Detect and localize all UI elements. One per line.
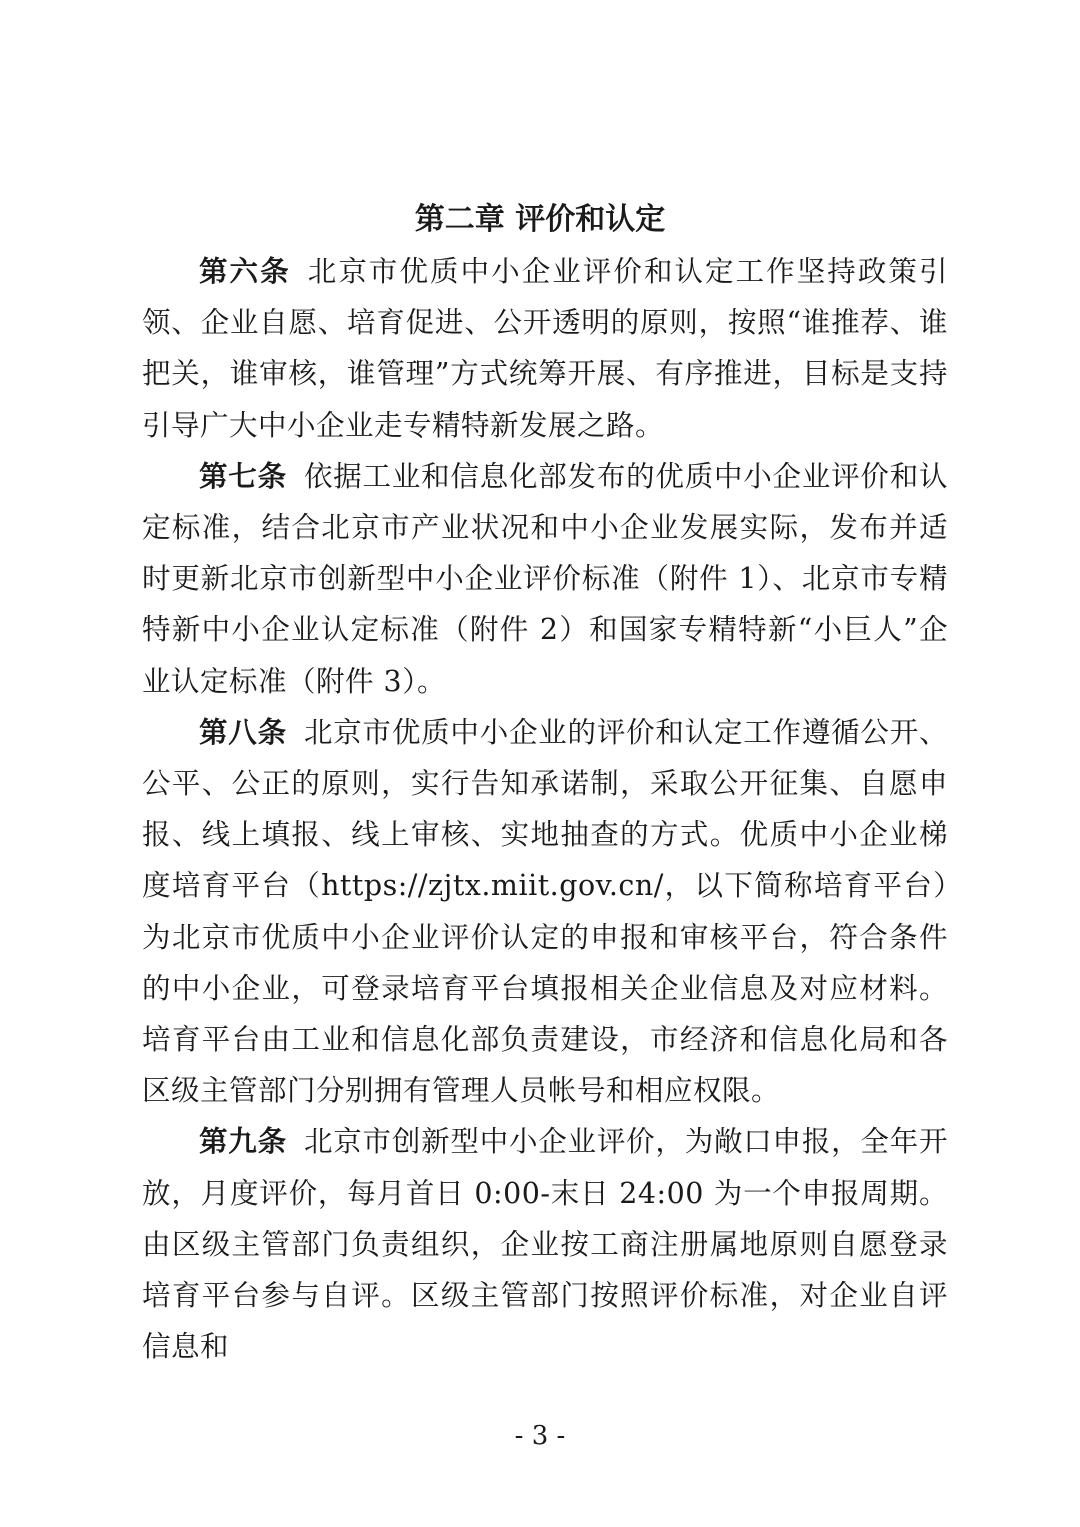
article-number: 第九条 [199, 1125, 287, 1159]
article-9 [142, 1116, 948, 1372]
page-number: - 3 - [514, 1421, 566, 1451]
article-number: 第六条 [199, 255, 291, 288]
article-7 [142, 451, 948, 707]
article-number: 第七条 [199, 459, 287, 493]
article-6 [142, 246, 948, 451]
chapter-title: 第二章 评价和认定 [414, 202, 666, 237]
article-8 [142, 707, 948, 1117]
article-text: 依据工业和信息化部发布的优质中小企业评价和认定标准，结合北京市产业状况和中小企业发展实际，发布并适时更新北京市创新型中小企业评价标准（附件 1）、北京市专精特新中小企业认定标准（附件 2）和国家专精特新“小巨人”企业认定标准（附件 3）。 [142, 459, 948, 698]
article-text: 北京市创新型中小企业评价，为敞口申报，全年开放，月度评价，每月首日 0:00-末日 24:00 为一个申报周期。由区级主管部门负责组织，企业按工商注册属地原则自愿登录培育平台参与自评。区级主管部门按照评价标准，对企业自评信息和 [142, 1125, 948, 1364]
article-text: 北京市优质中小企业评价和认定工作坚持政策引领、企业自愿、培育促进、公开透明的原则，按照“谁推荐、谁把关，谁审核，谁管理”方式统筹开展、有序推进，目标是支持引导广大中小企业走专精特新发展之路。 [142, 255, 948, 442]
article-text: 北京市优质中小企业的评价和认定工作遵循公开、公平、公正的原则，实行告知承诺制，采取公开征集、自愿申报、线上填报、线上审核、实地抽查的方式。优质中小企业梯度培育平台（https://zjtx.miit.gov.cn/，以下简称培育平台）为北京市优质中小企业评价认定的申报和审核平台，符合条件的中小企业，可登录培育平台填报相关企业信息及对应材料。培育平台由工业和信息化部负责建设，市经济和信息化局和各区级主管部门分别拥有管理人员帐号和相应权限。 [142, 715, 948, 1108]
article-number: 第八条 [199, 715, 287, 749]
document-body [142, 246, 948, 1372]
